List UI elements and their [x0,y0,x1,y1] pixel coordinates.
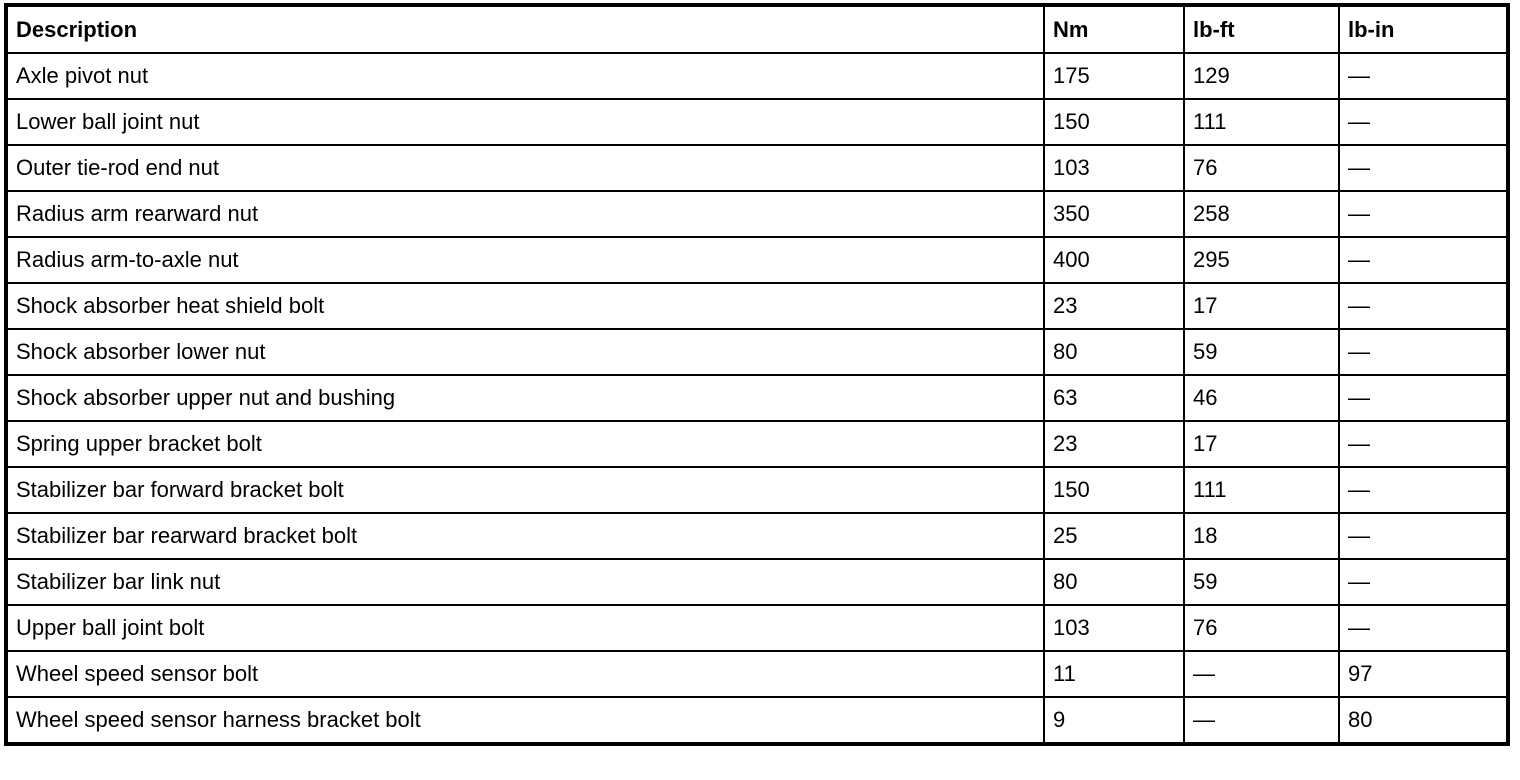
cell-lbin: — [1339,559,1507,605]
table-row [7,513,1507,559]
cell-description: Lower ball joint nut [7,99,1044,145]
cell-nm: 80 [1044,559,1184,605]
table-row [7,191,1507,237]
cell-lbft: 46 [1184,375,1339,421]
cell-lbin: — [1339,99,1507,145]
cell-description: Stabilizer bar rearward bracket bolt [7,513,1044,559]
header-row [7,6,1507,53]
cell-lbin: — [1339,421,1507,467]
cell-nm: 103 [1044,605,1184,651]
column-header-lbft: lb-ft [1184,6,1339,53]
torque-spec-table [6,5,1508,744]
column-header-lbin: lb-in [1339,6,1507,53]
cell-nm: 103 [1044,145,1184,191]
cell-nm: 25 [1044,513,1184,559]
cell-description: Radius arm rearward nut [7,191,1044,237]
table-row [7,697,1507,743]
cell-nm: 400 [1044,237,1184,283]
cell-lbin: — [1339,605,1507,651]
cell-lbin: — [1339,237,1507,283]
cell-lbft: 111 [1184,99,1339,145]
table-row [7,145,1507,191]
table-row [7,467,1507,513]
cell-description: Wheel speed sensor bolt [7,651,1044,697]
cell-lbin: — [1339,375,1507,421]
table-row [7,99,1507,145]
cell-lbft: 59 [1184,559,1339,605]
torque-spec-table-container [6,5,1506,744]
cell-lbft: 76 [1184,605,1339,651]
cell-description: Wheel speed sensor harness bracket bolt [7,697,1044,743]
cell-nm: 63 [1044,375,1184,421]
cell-lbft: 129 [1184,53,1339,99]
table-row [7,53,1507,99]
cell-description: Upper ball joint bolt [7,605,1044,651]
cell-lbin: — [1339,191,1507,237]
cell-lbin: — [1339,53,1507,99]
cell-description: Stabilizer bar forward bracket bolt [7,467,1044,513]
cell-lbin: — [1339,513,1507,559]
cell-nm: 150 [1044,467,1184,513]
cell-lbft: 76 [1184,145,1339,191]
table-row [7,375,1507,421]
table-row [7,237,1507,283]
cell-lbft: 17 [1184,283,1339,329]
cell-lbin: 80 [1339,697,1507,743]
cell-description: Shock absorber lower nut [7,329,1044,375]
cell-nm: 23 [1044,421,1184,467]
cell-description: Stabilizer bar link nut [7,559,1044,605]
cell-lbin: — [1339,283,1507,329]
cell-description: Spring upper bracket bolt [7,421,1044,467]
table-row [7,329,1507,375]
table-row [7,651,1507,697]
cell-description: Outer tie-rod end nut [7,145,1044,191]
column-header-nm: Nm [1044,6,1184,53]
cell-nm: 175 [1044,53,1184,99]
cell-lbin: — [1339,145,1507,191]
table-row [7,283,1507,329]
cell-lbft: — [1184,697,1339,743]
table-row [7,559,1507,605]
cell-description: Axle pivot nut [7,53,1044,99]
cell-nm: 11 [1044,651,1184,697]
cell-lbft: — [1184,651,1339,697]
cell-nm: 150 [1044,99,1184,145]
table-body [7,53,1507,743]
cell-lbft: 17 [1184,421,1339,467]
cell-lbft: 18 [1184,513,1339,559]
cell-lbft: 59 [1184,329,1339,375]
cell-nm: 23 [1044,283,1184,329]
cell-description: Radius arm-to-axle nut [7,237,1044,283]
table-header [7,6,1507,53]
cell-nm: 9 [1044,697,1184,743]
cell-lbin: — [1339,329,1507,375]
cell-lbft: 258 [1184,191,1339,237]
table-row [7,421,1507,467]
cell-lbft: 111 [1184,467,1339,513]
table-row [7,605,1507,651]
cell-description: Shock absorber heat shield bolt [7,283,1044,329]
cell-lbin: — [1339,467,1507,513]
column-header-description: Description [7,6,1044,53]
cell-description: Shock absorber upper nut and bushing [7,375,1044,421]
cell-lbin: 97 [1339,651,1507,697]
cell-nm: 80 [1044,329,1184,375]
cell-lbft: 295 [1184,237,1339,283]
cell-nm: 350 [1044,191,1184,237]
